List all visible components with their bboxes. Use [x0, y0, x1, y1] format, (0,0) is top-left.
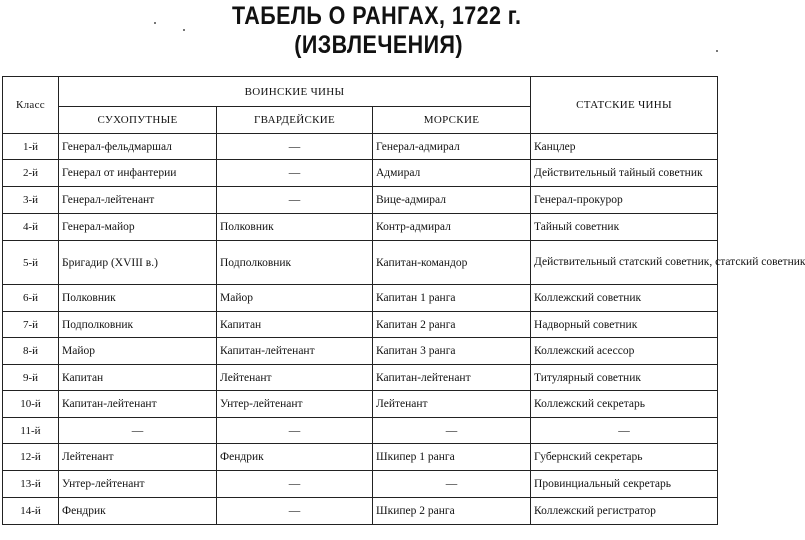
land-rank-cell: —: [59, 418, 217, 444]
guards-rank-cell: —: [217, 187, 373, 214]
guards-rank-cell: —: [217, 160, 373, 187]
class-number-cell: 11-й: [3, 418, 59, 444]
class-number-cell: 3-й: [3, 187, 59, 214]
class-number-cell: 10-й: [3, 391, 59, 418]
guards-rank-cell: Полковник: [217, 214, 373, 241]
land-rank-cell: Капитан-лейтенант: [59, 391, 217, 418]
table-row: [3, 285, 718, 312]
class-number-cell: 4-й: [3, 214, 59, 241]
civil-rank-cell: Тайный советник: [531, 214, 718, 241]
page-title: ТАБЕЛЬ О РАНГАХ, 1722 г.: [232, 2, 522, 30]
civil-rank-cell: Губернский секретарь: [531, 444, 718, 471]
land-rank-cell: Лейтенант: [59, 444, 217, 471]
navy-rank-cell: —: [373, 418, 531, 444]
table-row: [3, 471, 718, 498]
civil-rank-cell: Провинциальный секретарь: [531, 471, 718, 498]
navy-rank-cell: Капитан 2 ранга: [373, 312, 531, 338]
table-row: [3, 214, 718, 241]
land-rank-cell: Унтер-лейтенант: [59, 471, 217, 498]
table-row: [3, 241, 718, 285]
guards-rank-cell: Подполковник: [217, 241, 373, 285]
civil-rank-cell: —: [531, 418, 718, 444]
class-number-cell: 8-й: [3, 338, 59, 365]
civil-rank-cell: Действительный статский советник, статский советник: [531, 241, 718, 285]
table-row: [3, 418, 718, 444]
civil-rank-cell: Титулярный советник: [531, 365, 718, 391]
land-rank-cell: Генерал-фельдмаршал: [59, 134, 217, 160]
table-row: [3, 365, 718, 391]
land-rank-cell: Генерал-лейтенант: [59, 187, 217, 214]
navy-rank-cell: Контр-адмирал: [373, 214, 531, 241]
civil-rank-cell: Канцлер: [531, 134, 718, 160]
header-row-top: [3, 77, 718, 107]
guards-rank-cell: Унтер-лейтенант: [217, 391, 373, 418]
rank-rows: [3, 134, 805, 525]
table-row: [3, 134, 718, 160]
guards-rank-cell: Капитан: [217, 312, 373, 338]
land-rank-cell: Генерал от инфантерии: [59, 160, 217, 187]
table-row: [3, 338, 718, 365]
print-speck: [154, 22, 156, 24]
civil-ranks-header: СТАТСКИЕ ЧИНЫ: [531, 77, 718, 134]
land-rank-cell: Капитан: [59, 365, 217, 391]
table-row: [3, 498, 718, 525]
navy-rank-cell: Шкипер 2 ранга: [373, 498, 531, 525]
class-number-cell: 6-й: [3, 285, 59, 312]
navy-rank-cell: Капитан-лейтенант: [373, 365, 531, 391]
guards-rank-cell: Капитан-лейтенант: [217, 338, 373, 365]
guards-rank-cell: —: [217, 134, 373, 160]
class-number-cell: 1-й: [3, 134, 59, 160]
civil-rank-cell: Коллежский регистратор: [531, 498, 718, 525]
navy-rank-cell: Капитан 1 ранга: [373, 285, 531, 312]
table-row: [3, 444, 718, 471]
navy-rank-cell: Генерал-адмирал: [373, 134, 531, 160]
land-rank-cell: Фендрик: [59, 498, 217, 525]
civil-rank-cell: Генерал-прокурор: [531, 187, 718, 214]
land-rank-cell: Генерал-майор: [59, 214, 217, 241]
navy-ranks-header: МОРСКИЕ: [373, 107, 531, 134]
land-rank-cell: Подполковник: [59, 312, 217, 338]
navy-rank-cell: Вице-адмирал: [373, 187, 531, 214]
class-number-cell: 5-й: [3, 241, 59, 285]
civil-rank-cell: Коллежский асессор: [531, 338, 718, 365]
guards-ranks-header: ГВАРДЕЙСКИЕ: [217, 107, 373, 134]
navy-rank-cell: Капитан-командор: [373, 241, 531, 285]
civil-rank-cell: Действительный тайный советник: [531, 160, 718, 187]
ranks-table: [2, 76, 805, 525]
guards-rank-cell: —: [217, 471, 373, 498]
land-rank-cell: Полковник: [59, 285, 217, 312]
table-row: [3, 391, 718, 418]
table-row: [3, 160, 718, 187]
class-number-cell: 12-й: [3, 444, 59, 471]
class-column-header: Класс: [3, 77, 59, 134]
land-ranks-header: СУХОПУТНЫЕ: [59, 107, 217, 134]
class-number-cell: 14-й: [3, 498, 59, 525]
civil-rank-cell: Коллежский секретарь: [531, 391, 718, 418]
guards-rank-cell: Фендрик: [217, 444, 373, 471]
class-number-cell: 2-й: [3, 160, 59, 187]
civil-rank-cell: Надворный советник: [531, 312, 718, 338]
navy-rank-cell: Шкипер 1 ранга: [373, 444, 531, 471]
guards-rank-cell: —: [217, 418, 373, 444]
table-row: [3, 312, 718, 338]
page-subtitle: (ИЗВЛЕЧЕНИЯ): [294, 31, 463, 59]
navy-rank-cell: —: [373, 471, 531, 498]
class-number-cell: 9-й: [3, 365, 59, 391]
print-speck: [183, 29, 185, 31]
class-number-cell: 7-й: [3, 312, 59, 338]
guards-rank-cell: Лейтенант: [217, 365, 373, 391]
guards-rank-cell: Майор: [217, 285, 373, 312]
navy-rank-cell: Адмирал: [373, 160, 531, 187]
civil-rank-cell: Коллежский советник: [531, 285, 718, 312]
land-rank-cell: Майор: [59, 338, 217, 365]
class-number-cell: 13-й: [3, 471, 59, 498]
print-speck: [716, 50, 718, 52]
guards-rank-cell: —: [217, 498, 373, 525]
military-ranks-header: ВОИНСКИЕ ЧИНЫ: [59, 77, 531, 107]
table-row: [3, 187, 718, 214]
navy-rank-cell: Капитан 3 ранга: [373, 338, 531, 365]
navy-rank-cell: Лейтенант: [373, 391, 531, 418]
land-rank-cell: Бригадир (XVIII в.): [59, 241, 217, 285]
title-block: [0, 0, 720, 78]
